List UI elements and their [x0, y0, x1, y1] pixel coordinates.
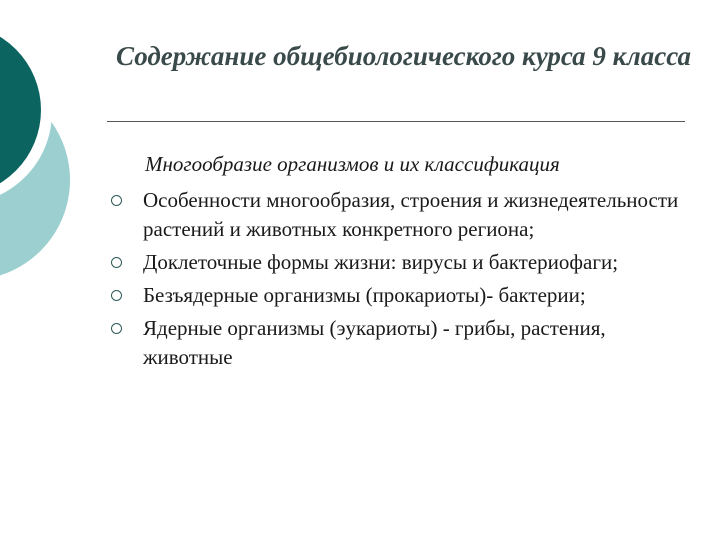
circle-bullet-icon — [111, 323, 122, 334]
slide-subtitle: Многообразие организмов и их классификация — [145, 152, 560, 176]
bullet-list — [110, 186, 690, 376]
list-item-text: Особенности многообразия, строения и жизнедеятельности растений и животных конкретного региона; — [143, 188, 679, 241]
circle-bullet-icon — [111, 257, 122, 268]
list-item — [110, 186, 690, 244]
list-item-text: Ядерные организмы (эукариоты) - грибы, растения, животные — [143, 316, 606, 369]
circle-bullet-icon — [111, 195, 122, 206]
list-item-text: Безъядерные организмы (прокариоты)- бактерии; — [143, 283, 586, 307]
list-item — [110, 248, 690, 277]
decorative-teal-circles — [0, 0, 120, 300]
list-item — [110, 281, 690, 310]
list-item-text: Доклеточные формы жизни: вирусы и бактериофаги; — [143, 250, 619, 274]
circle-bullet-icon — [111, 290, 122, 301]
list-item — [110, 314, 690, 372]
slide-title: Содержание общебиологического курса 9 класса — [116, 41, 691, 71]
title-divider — [107, 121, 685, 122]
